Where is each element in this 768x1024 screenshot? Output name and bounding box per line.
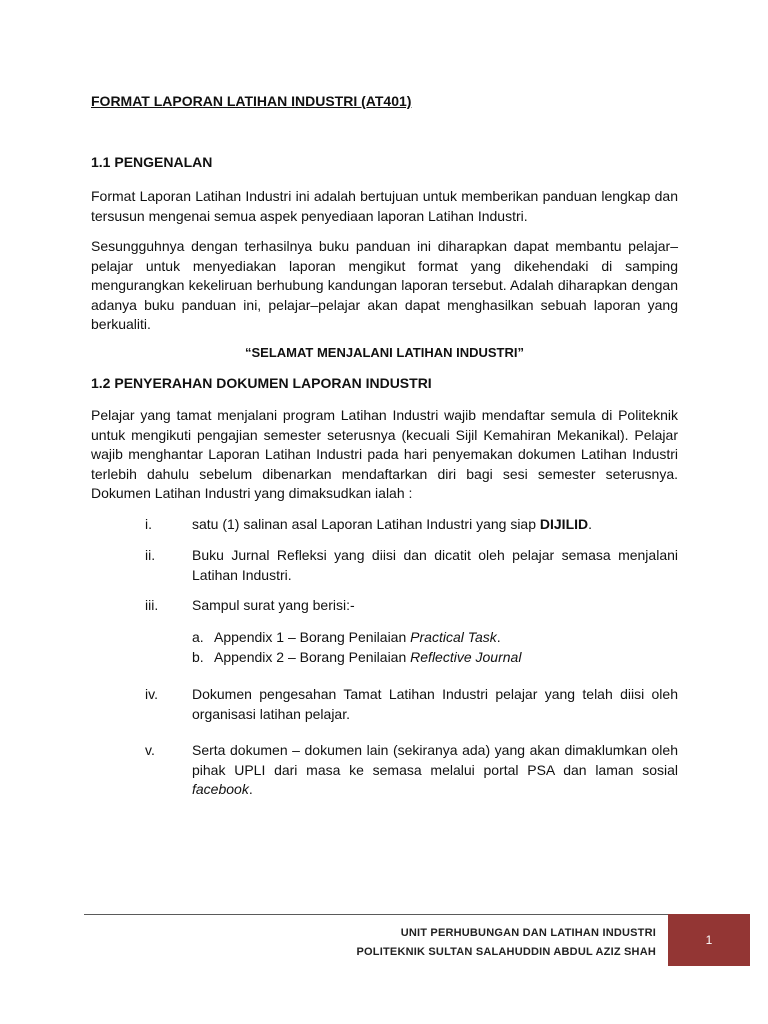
list-item-text — [192, 741, 678, 800]
list-item-text: Dokumen pengesahan Tamat Latihan Industri pelajar yang telah diisi oleh organisasi latihan pelajar. — [192, 686, 678, 722]
list-item-text: Sampul surat yang berisi:- — [192, 597, 355, 613]
page-number: 1 — [705, 933, 713, 947]
list-item-text: Buku Jurnal Refleksi yang diisi dan dicatit oleh pelajar semasa menjalani Latihan Industri. — [192, 547, 678, 583]
list-item-number: v. — [145, 742, 155, 758]
section-heading-penyerahan: 1.2 PENYERAHAN DOKUMEN LAPORAN INDUSTRI — [91, 375, 432, 391]
sub-list-text: Appendix 1 – Borang Penilaian — [214, 629, 411, 645]
sub-list-text: Appendix 2 – Borang Penilaian — [214, 649, 411, 665]
list-item-number: iii. — [145, 597, 159, 613]
list-item-text-tail: . — [248, 781, 253, 797]
list-item-number: i. — [145, 516, 152, 532]
quote-selamat: “SELAMAT MENJALANI LATIHAN INDUSTRI” — [244, 345, 524, 360]
list-item-text-main: Serta dokumen – dokumen lain (sekiranya ada) yang akan dimaklumkan oleh pihak UPLI dari masa ke semasa melalui portal PSA dan laman sosial — [192, 742, 678, 778]
list-item-text — [192, 515, 678, 535]
list-item-text-bold: DIJILID — [539, 516, 589, 532]
list-item-text-main: satu (1) salinan asal Laporan Latihan Industri yang siap — [192, 516, 540, 532]
section-heading-pengenalan: 1.1 PENGENALAN — [91, 154, 213, 170]
paragraph-pengenalan-1: Format Laporan Latihan Industri ini adalah bertujuan untuk memberikan panduan lengkap dan tersusun mengenai semua aspek penyediaan laporan Latihan Industri. — [91, 188, 678, 224]
sub-list-item — [192, 648, 521, 668]
footer-unit-name: UNIT PERHUBUNGAN DAN LATIHAN INDUSTRI — [400, 927, 656, 939]
sub-list-letter: a. — [192, 629, 204, 645]
document-title: FORMAT LAPORAN LATIHAN INDUSTRI (AT401) — [91, 93, 412, 109]
list-item-text-italic: facebook — [192, 781, 249, 797]
sub-list-letter: b. — [192, 649, 204, 665]
sub-list-text-tail: . — [496, 629, 501, 645]
paragraph-penyerahan: Pelajar yang tamat menjalani program Latihan Industri wajib mendaftar semula di Politeknik untuk mengikuti pengajian semester seterusnya (kecuali Sijil Kemahiran Mekanikal). Pelajar wajib menghantar Laporan Latihan Industri pada hari penyemakan dokumen Latihan Industri terlebih dahulu sebelum dibenarkan mendaftarkan diri bagi sesi semester seterusnya. Dokumen Latihan Industri yang dimaksudkan ialah : — [91, 407, 678, 501]
footer — [84, 914, 668, 966]
list-item-number: iv. — [145, 686, 158, 702]
sub-list-item — [192, 628, 501, 648]
list-item-number: ii. — [145, 547, 156, 563]
footer-institution-name: POLITEKNIK SULTAN SALAHUDDIN ABDUL AZIZ SHAH — [356, 946, 656, 958]
page-number-badge — [668, 914, 750, 966]
sub-list-text-italic: Practical Task — [410, 629, 497, 645]
list-item-text-tail: . — [588, 516, 593, 532]
sub-list-text-italic: Reflective Journal — [410, 649, 522, 665]
paragraph-pengenalan-2: Sesungguhnya dengan terhasilnya buku panduan ini diharapkan dapat membantu pelajar–pelajar untuk menyediakan laporan mengikut format yang dikehendaki di samping mengurangkan kekeliruan berhubung kandungan laporan tersebut. Adalah diharapkan dengan adanya buku panduan ini, pelajar–pelajar akan dapat menghasilkan sebuah laporan yang berkualiti. — [91, 238, 678, 332]
